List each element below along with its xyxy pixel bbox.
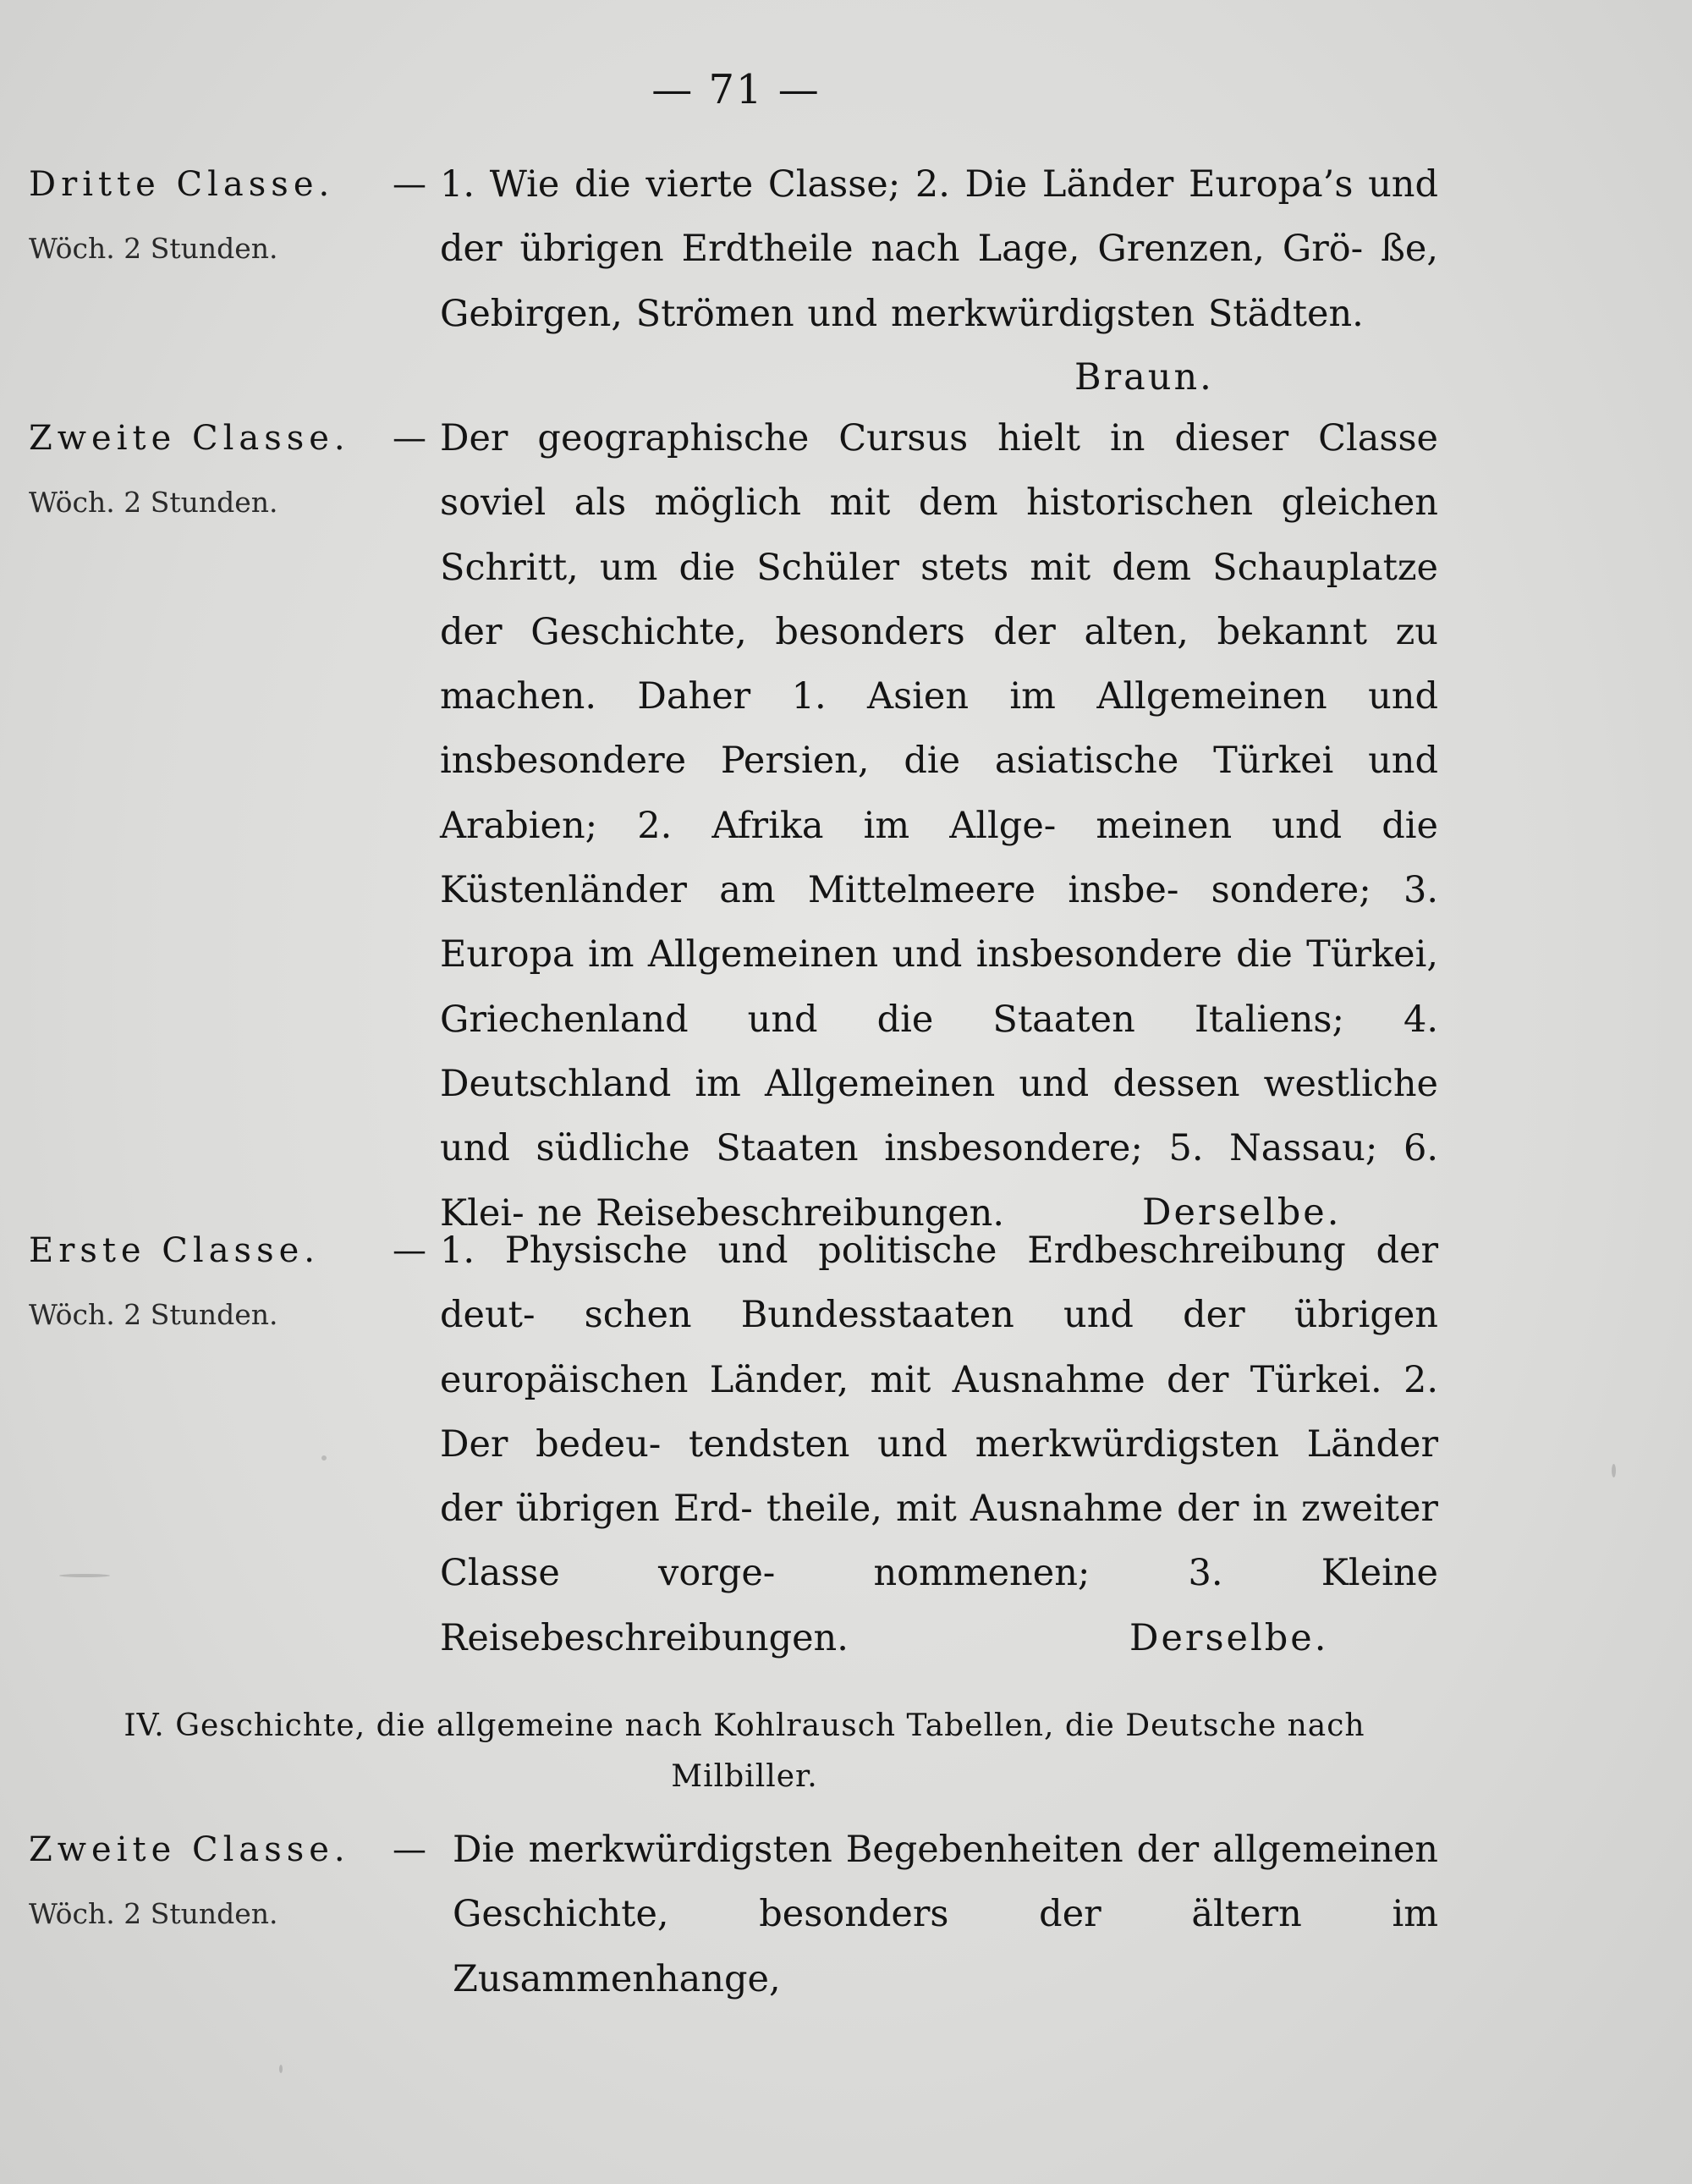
entry-label <box>29 1219 426 1283</box>
entry-hours: Wöch. 2 Stunden. <box>29 1298 278 1331</box>
entry-text: Der geographische Cursus hielt in dieser Classe soviel als möglich mit dem historischen gleichen Schritt, um die Schüler stets mit dem Schauplatze der Geschichte, besonders der alten, bekannt zu machen. Daher 1. Asien im Allgemeinen und insbesondere Persien, die asiatische Türkei und Arabien; 2. Afrika im Allge- meinen und die Küstenländer am Mittelmeere insbe- sondere; 3. Europa im Allgemeinen und insbesondere die Türkei, Griechenland und die Staaten Italiens; 4. Deutschland im Allgemeinen und dessen westliche und südliche Staaten insbesondere; 5. Nassau; 6. Klei- ne Reisebeschreibungen. <box>440 417 1438 1235</box>
label-dash: — <box>393 1830 426 1869</box>
label-dash: — <box>393 1231 426 1270</box>
entry-text: 1. Wie die vierte Classe; 2. Die Länder Europa’s und der übrigen Erdtheile nach Lage, Grenzen, Grö- ße, Gebirgen, Strömen und merkwürdigsten Städten. <box>440 163 1438 335</box>
entry-label <box>29 406 426 470</box>
label-dash: — <box>393 165 426 204</box>
entry-author: Derselbe. <box>1142 1191 1342 1234</box>
label-dash: — <box>393 419 426 458</box>
entry-hours: Wöch. 2 Stunden. <box>29 486 278 519</box>
section-heading-line-1: IV. Geschichte, die allgemeine nach Kohlrausch Tabellen, die Deutsche nach <box>124 1708 1365 1743</box>
section-heading-line-2: Milbiller. <box>671 1759 818 1794</box>
entry-label <box>29 1818 426 1882</box>
paper-speck <box>279 2065 283 2073</box>
page-number: — 71 — <box>651 66 821 113</box>
section-heading <box>85 1701 1404 1802</box>
entry-hours: Wöch. 2 Stunden. <box>29 1897 278 1930</box>
class-name: Zweite Classe. <box>29 1830 350 1869</box>
entry-label <box>29 152 426 217</box>
entry-author: Derselbe. <box>1129 1617 1329 1659</box>
paper-speck <box>1612 1464 1616 1477</box>
class-name: Dritte Classe. <box>29 165 335 204</box>
entry-author: Braun. <box>1074 356 1214 399</box>
entry-text: 1. Physische und politische Erdbeschreibung der deut- schen Bundesstaaten und der übrigen europäischen Länder, mit Ausnahme der Türkei. 2. Der bedeu- tendsten und merkwürdigsten Länder der übrigen Erd- theile, mit Ausnahme der in zweiter Classe vorge- nommenen; 3. Kleine Reisebeschreibungen. <box>440 1230 1438 1659</box>
class-name: Zweite Classe. <box>29 419 350 458</box>
class-name: Erste Classe. <box>29 1231 320 1270</box>
entry-text: Die merkwürdigsten Begebenheiten der allgemeinen Geschichte, besonders der ältern im Zusammenhange, <box>453 1829 1438 2000</box>
paper-speck <box>59 1574 110 1577</box>
paper-speck <box>321 1455 327 1461</box>
entry-hours: Wöch. 2 Stunden. <box>29 232 278 265</box>
